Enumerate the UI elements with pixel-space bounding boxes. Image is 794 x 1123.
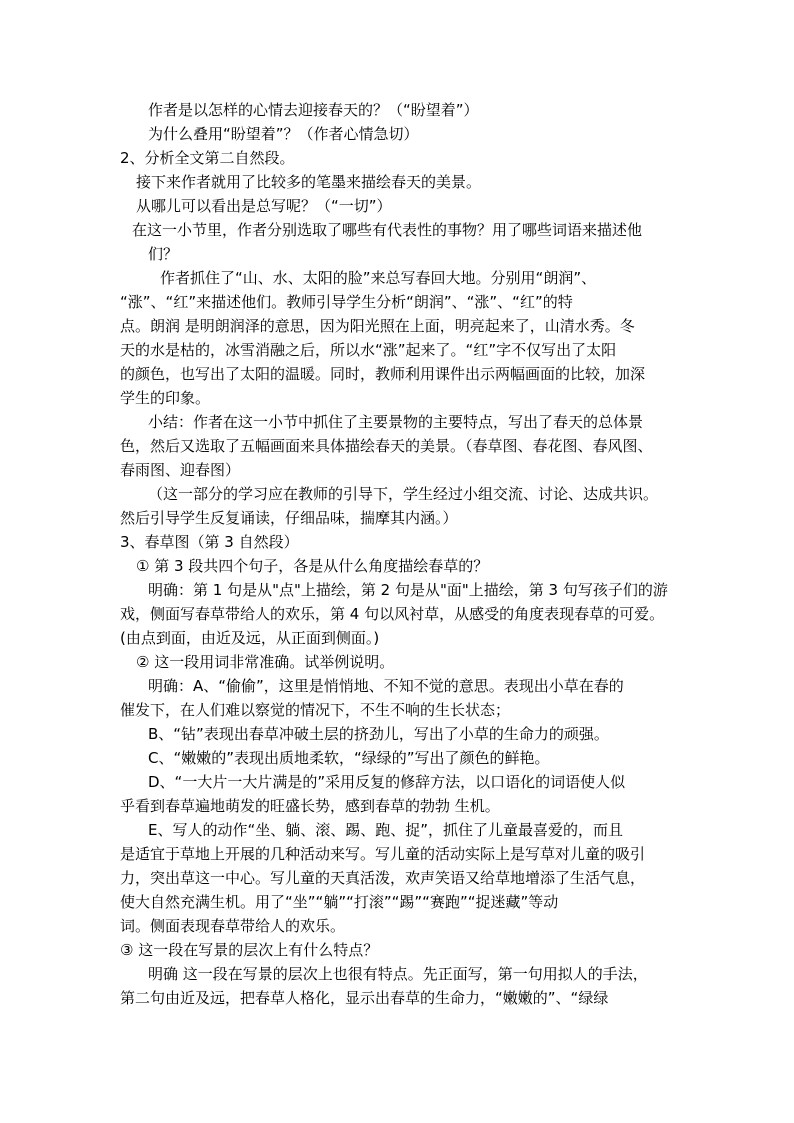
text-line: 为什么叠用“盼望着”？（作者心情急切） bbox=[148, 125, 419, 143]
text-line: ② 这一段用词非常准确。试举例说明。 bbox=[136, 653, 395, 671]
text-line: 的颜色，也写出了太阳的温暖。同时，教师利用课件出示两幅画面的比较，加深 bbox=[120, 365, 646, 383]
text-line: D、“一大片一大片满是的”采用反复的修辞方法，以口语化的词语使人似 bbox=[148, 773, 626, 791]
text-line: 色，然后又选取了五幅画面来具体描绘春天的美景。（春草图、春花图、春风图、 bbox=[120, 437, 653, 455]
text-line: “涨”、“红”来描述他们。教师引导学生分析“朗润”、“涨”、“红”的特 bbox=[120, 293, 573, 311]
text-line: （这一部分的学习应在教师的引导下，学生经过小组交流、讨论、达成共识。 bbox=[148, 485, 659, 503]
text-line: E、写人的动作“坐、躺、滚、踢、跑、捉”，抓住了儿童最喜爱的，而且 bbox=[148, 821, 624, 839]
text-line: 从哪儿可以看出是总写呢？（“一切”） bbox=[136, 197, 392, 215]
text-line: 使大自然充满生机。用了“坐”“躺”“打滚”“踢”“赛跑”“捉迷藏”等动 bbox=[120, 893, 559, 911]
text-line: 是适宜于草地上开展的几种活动来写。写儿童的活动实际上是写草对儿童的吸引 bbox=[120, 845, 646, 863]
text-line: 在这一小节里，作者分别选取了哪些有代表性的事物？用了哪些词语来描述他 bbox=[132, 221, 643, 239]
text-line: ① 第 3 段共四个句子，各是从什么角度描绘春草的？ bbox=[136, 557, 489, 575]
text-line: 明确：第 1 句是从"点"上描绘，第 2 句是从"面"上描绘，第 3 句写孩子们的游 bbox=[148, 581, 668, 599]
text-line: 催发下，在人们难以察觉的情况下，不生不响的生长状态； bbox=[120, 701, 511, 719]
text-line: 明确 这一段在写景的层次上也很有特点。先正面写，第一句用拟人的手法， bbox=[148, 965, 648, 983]
text-line: 乎看到春草遍地萌发的旺盛长势，感到春草的勃勃 生机。 bbox=[120, 797, 500, 815]
text-line: 第二句由近及远，把春草人格化，显示出春草的生命力，“嫩嫩的”、“绿绿 bbox=[120, 989, 609, 1007]
text-line: 词。侧面表现春草带给人的欢乐。 bbox=[120, 917, 346, 935]
text-line: (由点到面，由近及远，从正面到侧面。) bbox=[120, 629, 380, 647]
text-line: 作者抓住了“山、水、太阳的脸”来总写春回大地。分别用“朗润”、 bbox=[160, 269, 597, 287]
text-line: 力，突出草这一中心。写儿童的天真活泼，欢声笑语又给草地增添了生活气息， bbox=[120, 869, 646, 887]
text-line: 然后引导学生反复诵读，仔细品味，揣摩其内涵。） bbox=[120, 509, 458, 527]
text-line: 天的水是枯的，冰雪消融之后，所以水“涨”起来了。“红”字不仅写出了太阳 bbox=[120, 341, 617, 359]
text-line: 作者是以怎样的心情去迎接春天的？（“盼望着”） bbox=[148, 101, 479, 119]
text-line: C、“嫩嫩的”表现出质地柔软，“绿绿的”写出了颜色的鲜艳。 bbox=[148, 749, 550, 767]
text-line: 小结：作者在这一小节中抓住了主要景物的主要特点，写出了春天的总体景 bbox=[148, 413, 644, 431]
text-line: 戏，侧面写春草带给人的欢乐，第 4 句以风衬草，从感受的角度表现春草的可爱。 bbox=[120, 605, 665, 623]
section-heading: 3、春草图（第 3 自然段） bbox=[120, 533, 299, 551]
text-line: 学生的印象。 bbox=[120, 389, 211, 407]
text-line: 接下来作者就用了比较多的笔墨来描绘春天的美景。 bbox=[136, 173, 482, 191]
section-heading: 2、分析全文第二自然段。 bbox=[120, 149, 295, 167]
text-line: 们？ bbox=[148, 245, 179, 263]
text-line: ③ 这一段在写景的层次上有什么特点？ bbox=[120, 941, 379, 959]
text-line: 春雨图、迎春图） bbox=[120, 461, 241, 479]
text-line: B、“钻”表现出春草冲破土层的挤劲儿，写出了小草的生命力的顽强。 bbox=[148, 725, 609, 743]
text-line: 明确：A、“偷偷”，这里是悄悄地、不知不觉的意思。表现出小草在春的 bbox=[148, 677, 624, 695]
text-line: 点。朗润 是明朗润泽的意思，因为阳光照在上面，明亮起来了，山清水秀。冬 bbox=[120, 317, 635, 335]
